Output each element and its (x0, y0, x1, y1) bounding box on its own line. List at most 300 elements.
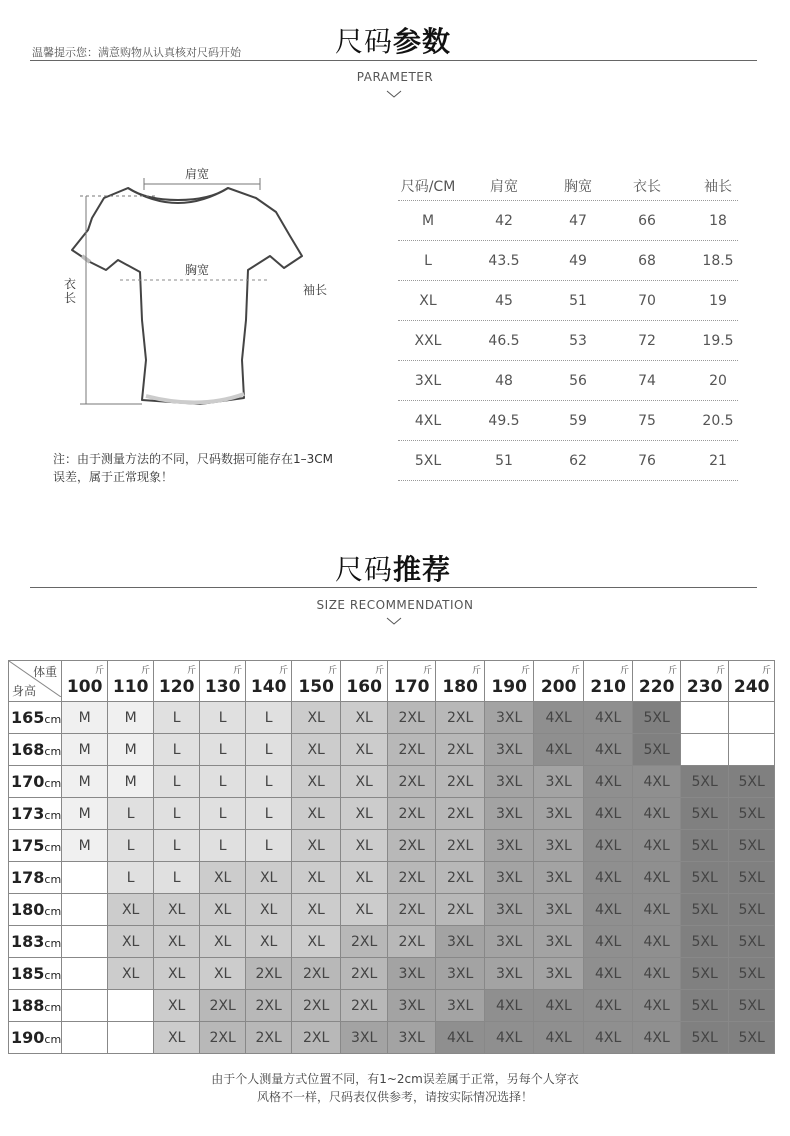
title-bold: 推荐 (393, 553, 452, 586)
cm-unit: cm (44, 937, 62, 950)
height-value: 170 (11, 772, 45, 791)
jin-unit: 斤 (620, 666, 630, 676)
size-cell: M (108, 702, 154, 734)
jin-unit: 斤 (571, 666, 581, 676)
param-divider (398, 400, 738, 401)
size-cell: M (62, 830, 108, 862)
size-cell: 5XL (729, 830, 775, 862)
param-value: 43.5 (488, 253, 520, 269)
chevron-down-icon (386, 617, 402, 625)
param-divider (398, 480, 738, 481)
param-divider (398, 320, 738, 321)
chevron-down-icon (386, 90, 402, 98)
size-cell: XL (200, 926, 246, 958)
size-cell: 5XL (681, 830, 729, 862)
size-cell: 3XL (485, 926, 534, 958)
weight-value: 110 (112, 677, 149, 697)
size-cell: 5XL (681, 926, 729, 958)
size-cell: M (62, 734, 108, 766)
param-value: 51 (495, 453, 513, 469)
param-header-length: 衣长 (633, 179, 661, 195)
table-row (9, 734, 775, 766)
weight-value: 210 (590, 677, 626, 697)
size-cell (729, 734, 775, 766)
weight-header (681, 661, 729, 702)
subtitle-recommendation: SIZE RECOMMENDATION (316, 598, 474, 612)
jin-unit: 斤 (95, 666, 105, 676)
size-cell: 4XL (584, 958, 633, 990)
size-cell: 2XL (388, 894, 436, 926)
section-title-parameter (335, 20, 451, 60)
weight-value: 140 (250, 677, 287, 697)
size-cell: 3XL (436, 958, 485, 990)
height-header (9, 830, 62, 862)
param-header-sleeve: 袖长 (704, 179, 732, 195)
size-cell: 4XL (534, 1022, 584, 1054)
cm-unit: cm (44, 873, 62, 886)
weight-header (341, 661, 388, 702)
size-cell (62, 926, 108, 958)
size-cell: XL (292, 766, 341, 798)
height-value: 188 (11, 996, 45, 1015)
size-cell: 5XL (729, 894, 775, 926)
param-value: 49.5 (488, 413, 520, 429)
param-value: 42 (495, 213, 513, 229)
size-cell: XL (341, 830, 388, 862)
jin-unit: 斤 (472, 666, 482, 676)
param-value: 19 (709, 293, 727, 309)
size-cell: XL (292, 926, 341, 958)
size-cell: 2XL (246, 1022, 292, 1054)
weight-header (246, 661, 292, 702)
weight-header (436, 661, 485, 702)
tshirt-diagram (60, 160, 330, 420)
weight-value: 120 (158, 677, 195, 697)
size-cell: 2XL (436, 766, 485, 798)
size-cell: 4XL (584, 702, 633, 734)
size-cell: 3XL (485, 734, 534, 766)
height-value: 190 (11, 1028, 45, 1047)
size-cell: L (200, 798, 246, 830)
divider (30, 60, 757, 61)
size-cell: 4XL (584, 766, 633, 798)
table-row (9, 830, 775, 862)
size-cell: 2XL (292, 990, 341, 1022)
weight-value: 170 (393, 677, 430, 697)
size-cell: L (246, 702, 292, 734)
size-cell: 3XL (485, 766, 534, 798)
height-value: 180 (11, 900, 45, 919)
param-header-size: 尺码/CM (400, 179, 456, 195)
weight-value: 190 (491, 677, 527, 697)
table-row (9, 958, 775, 990)
jin-unit: 斤 (141, 666, 151, 676)
size-cell: L (200, 702, 246, 734)
jin-unit: 斤 (423, 666, 433, 676)
label-length: 衣长 (64, 277, 77, 305)
size-cell: 2XL (436, 702, 485, 734)
divider (30, 587, 757, 588)
jin-unit: 斤 (521, 666, 531, 676)
size-cell: XL (341, 894, 388, 926)
size-cell: L (108, 830, 154, 862)
param-value: 56 (569, 373, 587, 389)
size-cell: 2XL (246, 990, 292, 1022)
param-divider (398, 360, 738, 361)
param-divider (398, 240, 738, 241)
weight-header (62, 661, 108, 702)
size-cell: 4XL (584, 734, 633, 766)
height-value: 173 (11, 804, 45, 823)
footer-note (95, 1070, 695, 1106)
size-cell: 2XL (436, 862, 485, 894)
param-size: M (421, 213, 435, 229)
size-cell: 2XL (388, 766, 436, 798)
weight-header (633, 661, 681, 702)
size-cell (62, 862, 108, 894)
size-cell: 3XL (534, 958, 584, 990)
size-cell: 4XL (584, 830, 633, 862)
param-value: 59 (569, 413, 587, 429)
table-row (9, 766, 775, 798)
size-cell: XL (292, 830, 341, 862)
size-cell: 4XL (633, 798, 681, 830)
size-cell: L (200, 734, 246, 766)
param-value: 20 (709, 373, 727, 389)
size-cell: XL (246, 894, 292, 926)
jin-unit: 斤 (375, 666, 385, 676)
size-cell: XL (292, 862, 341, 894)
param-value: 46.5 (488, 333, 520, 349)
size-cell: 5XL (729, 766, 775, 798)
param-value: 49 (569, 253, 587, 269)
size-cell: 3XL (534, 798, 584, 830)
table-row (9, 702, 775, 734)
size-cell: 5XL (681, 798, 729, 830)
param-header-chest: 胸宽 (564, 179, 592, 195)
size-cell: XL (154, 990, 200, 1022)
corner-weight-label: 体重 (33, 665, 58, 679)
size-cell: 5XL (681, 766, 729, 798)
size-cell: 4XL (584, 926, 633, 958)
param-value: 51 (569, 293, 587, 309)
size-cell: XL (108, 894, 154, 926)
size-cell: 5XL (633, 734, 681, 766)
weight-value: 130 (204, 677, 241, 697)
size-cell: 3XL (534, 766, 584, 798)
size-cell: 5XL (681, 894, 729, 926)
size-cell: 2XL (436, 894, 485, 926)
size-cell: 5XL (681, 862, 729, 894)
weight-header (108, 661, 154, 702)
size-cell: 3XL (534, 926, 584, 958)
size-cell: 2XL (436, 798, 485, 830)
param-divider (398, 200, 738, 201)
height-header (9, 862, 62, 894)
jin-unit: 斤 (716, 666, 726, 676)
size-cell: 4XL (584, 862, 633, 894)
param-value: 18.5 (702, 253, 734, 269)
param-value: 48 (495, 373, 513, 389)
size-cell: 2XL (200, 990, 246, 1022)
param-size: XXL (414, 333, 442, 349)
size-cell: M (108, 766, 154, 798)
size-cell: 3XL (485, 830, 534, 862)
weight-header (292, 661, 341, 702)
param-value: 74 (638, 373, 656, 389)
size-cell: 4XL (633, 830, 681, 862)
size-cell: 5XL (681, 990, 729, 1022)
size-cell: 2XL (292, 958, 341, 990)
size-cell: 5XL (729, 1022, 775, 1054)
cm-unit: cm (44, 841, 62, 854)
label-chest: 胸宽 (185, 263, 210, 277)
param-divider (398, 280, 738, 281)
size-cell (108, 990, 154, 1022)
height-header (9, 734, 62, 766)
size-cell: XL (292, 734, 341, 766)
size-cell: 5XL (681, 958, 729, 990)
size-cell: L (154, 830, 200, 862)
cm-unit: cm (44, 1033, 62, 1046)
size-cell: L (108, 862, 154, 894)
cm-unit: cm (44, 969, 62, 982)
cm-unit: cm (44, 809, 62, 822)
cm-unit: cm (44, 1001, 62, 1014)
param-value: 19.5 (702, 333, 734, 349)
size-cell: M (108, 734, 154, 766)
size-cell: XL (292, 702, 341, 734)
size-cell (729, 702, 775, 734)
param-value: 72 (638, 333, 656, 349)
param-value: 21 (709, 453, 727, 469)
size-cell: L (154, 862, 200, 894)
height-header (9, 958, 62, 990)
size-cell: 5XL (729, 798, 775, 830)
size-cell: XL (200, 894, 246, 926)
height-value: 183 (11, 932, 45, 951)
weight-header (584, 661, 633, 702)
size-cell: 5XL (729, 862, 775, 894)
size-cell: 2XL (341, 958, 388, 990)
size-cell (62, 990, 108, 1022)
table-row (9, 862, 775, 894)
size-cell: XL (246, 862, 292, 894)
weight-header (154, 661, 200, 702)
weight-header (200, 661, 246, 702)
height-header (9, 798, 62, 830)
size-cell: XL (292, 894, 341, 926)
size-cell: 4XL (633, 766, 681, 798)
size-cell: 3XL (534, 830, 584, 862)
size-cell: 3XL (388, 958, 436, 990)
size-cell: 4XL (633, 1022, 681, 1054)
param-value: 68 (638, 253, 656, 269)
label-sleeve: 袖长 (303, 283, 328, 297)
size-cell: 2XL (292, 1022, 341, 1054)
size-cell: 5XL (729, 958, 775, 990)
size-cell: L (154, 702, 200, 734)
footer-line-1: 由于个人测量方式位置不同，有1~2cm误差属于正常，另每个人穿衣 (211, 1072, 579, 1086)
size-cell: L (154, 734, 200, 766)
size-cell: M (62, 702, 108, 734)
size-cell (62, 894, 108, 926)
jin-unit: 斤 (668, 666, 678, 676)
param-value: 47 (569, 213, 587, 229)
size-cell: L (246, 798, 292, 830)
size-cell: L (154, 766, 200, 798)
size-cell: 4XL (633, 958, 681, 990)
param-value: 75 (638, 413, 656, 429)
weight-value: 240 (733, 677, 770, 697)
weight-value: 100 (66, 677, 103, 697)
title-bold: 参数 (393, 25, 452, 58)
size-cell: XL (154, 958, 200, 990)
corner-height-label: 身高 (12, 684, 37, 698)
size-cell: XL (154, 1022, 200, 1054)
size-cell: 2XL (246, 958, 292, 990)
size-cell: 2XL (436, 830, 485, 862)
param-size: 4XL (414, 413, 442, 429)
table-row (9, 990, 775, 1022)
jin-unit: 斤 (279, 666, 289, 676)
size-cell: 3XL (388, 1022, 436, 1054)
subtitle-parameter: PARAMETER (356, 70, 434, 84)
param-value: 20.5 (702, 413, 734, 429)
cm-unit: cm (44, 777, 62, 790)
size-cell: 3XL (485, 958, 534, 990)
size-cell: 4XL (534, 734, 584, 766)
param-header-shoulder: 肩宽 (490, 179, 518, 195)
height-value: 185 (11, 964, 45, 983)
weight-header (534, 661, 584, 702)
size-cell: 4XL (633, 862, 681, 894)
jin-unit: 斤 (762, 666, 772, 676)
param-size: L (424, 253, 432, 269)
size-cell: L (154, 798, 200, 830)
size-cell: 3XL (534, 862, 584, 894)
size-cell: XL (341, 766, 388, 798)
table-row (9, 894, 775, 926)
height-value: 178 (11, 868, 45, 887)
size-cell: 4XL (633, 926, 681, 958)
size-cell: 5XL (681, 1022, 729, 1054)
size-cell (108, 1022, 154, 1054)
size-recommendation-table (8, 660, 775, 1054)
cm-unit: cm (44, 745, 62, 758)
weight-value: 220 (638, 677, 675, 697)
size-cell: 3XL (436, 990, 485, 1022)
size-cell: 3XL (341, 1022, 388, 1054)
weight-value: 160 (346, 677, 382, 697)
size-cell: 3XL (485, 798, 534, 830)
title-plain: 尺码 (335, 25, 394, 58)
size-cell: L (246, 734, 292, 766)
size-cell: XL (154, 894, 200, 926)
size-cell: 2XL (388, 702, 436, 734)
tip-text: 温馨提示您：满意购物从认真核对尺码开始 (32, 46, 241, 59)
size-cell: 2XL (341, 990, 388, 1022)
size-cell: 2XL (388, 830, 436, 862)
title-plain: 尺码 (335, 553, 394, 586)
weight-header (729, 661, 775, 702)
footer-line-2: 风格不一样，尺码表仅供参考，请按实际情况选择！ (256, 1090, 533, 1104)
height-value: 175 (11, 836, 45, 855)
param-value: 18 (709, 213, 727, 229)
section-title-recommendation (335, 548, 451, 588)
height-value: 168 (11, 740, 45, 759)
jin-unit: 斤 (328, 666, 338, 676)
height-header (9, 926, 62, 958)
size-cell: 2XL (388, 862, 436, 894)
size-cell: 4XL (584, 990, 633, 1022)
size-cell: XL (341, 702, 388, 734)
size-cell: 5XL (729, 990, 775, 1022)
size-cell: 2XL (200, 1022, 246, 1054)
weight-header (485, 661, 534, 702)
param-value: 70 (638, 293, 656, 309)
size-cell: XL (341, 734, 388, 766)
size-cell: XL (292, 798, 341, 830)
size-cell: 4XL (534, 990, 584, 1022)
param-value: 45 (495, 293, 513, 309)
size-cell: 4XL (584, 798, 633, 830)
param-value: 62 (569, 453, 587, 469)
weight-value: 200 (540, 677, 577, 697)
weight-header (388, 661, 436, 702)
size-cell: XL (108, 926, 154, 958)
size-cell: 4XL (633, 894, 681, 926)
size-cell: 5XL (729, 926, 775, 958)
height-header (9, 894, 62, 926)
size-cell: XL (200, 958, 246, 990)
size-cell: 3XL (388, 990, 436, 1022)
size-cell: 2XL (388, 734, 436, 766)
size-cell: 4XL (584, 894, 633, 926)
height-header (9, 766, 62, 798)
param-divider (398, 440, 738, 441)
table-row (9, 1022, 775, 1054)
grid-corner (9, 661, 62, 702)
size-cell: 3XL (485, 862, 534, 894)
height-value: 165 (11, 708, 45, 727)
size-cell: M (62, 798, 108, 830)
jin-unit: 斤 (187, 666, 197, 676)
size-cell: XL (154, 926, 200, 958)
size-cell: 4XL (584, 1022, 633, 1054)
size-cell (681, 702, 729, 734)
param-size: 3XL (414, 373, 442, 389)
size-cell: 4XL (633, 990, 681, 1022)
size-cell (62, 958, 108, 990)
size-cell: L (200, 766, 246, 798)
size-cell: 3XL (485, 702, 534, 734)
label-shoulder: 肩宽 (185, 167, 210, 181)
size-cell: XL (200, 862, 246, 894)
size-cell: L (246, 830, 292, 862)
size-cell: L (200, 830, 246, 862)
size-cell: 3XL (436, 926, 485, 958)
size-cell: XL (341, 798, 388, 830)
param-value: 66 (638, 213, 656, 229)
measurement-note: 注：由于测量方法的不同，尺码数据可能存在1–3CM误差，属于正常现象！ (53, 452, 334, 484)
size-cell: 3XL (485, 894, 534, 926)
size-cell: 4XL (534, 702, 584, 734)
weight-value: 150 (298, 677, 334, 697)
weight-value: 180 (442, 677, 478, 697)
table-row (9, 926, 775, 958)
size-cell: 4XL (485, 1022, 534, 1054)
